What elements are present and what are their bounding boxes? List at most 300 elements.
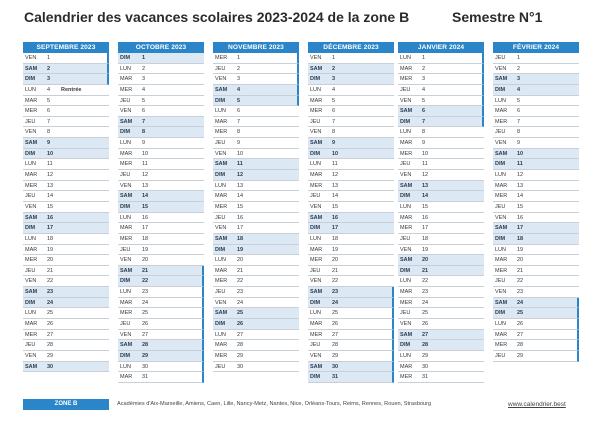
- day-of-week: MAR: [310, 97, 323, 104]
- month-header: JANVIER 2024: [398, 42, 484, 53]
- day-row: [398, 255, 484, 266]
- day-row: [118, 149, 204, 160]
- day-row: [398, 287, 484, 298]
- day-row: [213, 330, 299, 341]
- day-number: 2: [142, 65, 146, 72]
- day-number: 27: [237, 331, 244, 338]
- day-row: [23, 330, 109, 341]
- day-of-week: LUN: [215, 182, 227, 189]
- day-number: 11: [47, 161, 53, 168]
- day-number: 30: [422, 363, 429, 370]
- day-row: [23, 319, 109, 330]
- day-number: 26: [142, 321, 149, 328]
- website-link[interactable]: www.calendrier.best: [508, 401, 566, 408]
- day-of-week: MER: [495, 267, 508, 274]
- day-number: 10: [237, 150, 244, 157]
- day-number: 23: [422, 289, 429, 296]
- day-number: 15: [237, 203, 244, 210]
- day-number: 17: [332, 225, 339, 232]
- day-row: [213, 245, 299, 256]
- day-of-week: MAR: [495, 182, 508, 189]
- day-number: 12: [142, 172, 149, 179]
- day-row: [398, 298, 484, 309]
- day-row: [118, 330, 204, 341]
- month-header: DÉCEMBRE 2023: [308, 42, 394, 53]
- day-number: 6: [237, 108, 241, 115]
- day-number: 28: [142, 342, 149, 349]
- day-row: [493, 308, 579, 319]
- day-number: 9: [237, 140, 241, 147]
- page-title: Calendrier des vacances scolaires 2023-2024 de la zone B: [24, 9, 410, 25]
- day-of-week: DIM: [120, 278, 131, 285]
- day-row: [493, 351, 579, 362]
- day-of-week: SAM: [310, 140, 323, 147]
- day-of-week: MAR: [25, 172, 38, 179]
- day-number: 19: [422, 246, 429, 253]
- day-row: [118, 223, 204, 234]
- day-row: [308, 181, 394, 192]
- day-of-week: MAR: [25, 246, 38, 253]
- day-of-week: JEU: [400, 235, 411, 242]
- day-number: 13: [142, 182, 149, 189]
- day-row: [493, 96, 579, 107]
- day-row: [308, 276, 394, 287]
- day-of-week: JEU: [495, 352, 506, 359]
- day-row: [493, 276, 579, 287]
- day-number: 29: [142, 352, 149, 359]
- day-number: 9: [47, 140, 51, 147]
- day-of-week: JEU: [215, 214, 226, 221]
- day-row: [23, 96, 109, 107]
- day-row: [118, 127, 204, 138]
- day-row: [493, 330, 579, 341]
- day-number: 21: [142, 267, 149, 274]
- day-row: [308, 117, 394, 128]
- day-number: 8: [517, 129, 521, 136]
- month-column: [213, 42, 299, 372]
- day-row: [23, 308, 109, 319]
- day-list: [308, 53, 394, 383]
- day-of-week: SAM: [495, 299, 508, 306]
- day-row: [23, 53, 109, 64]
- day-of-week: DIM: [495, 86, 506, 93]
- day-row: [398, 319, 484, 330]
- day-row: [308, 362, 394, 373]
- day-row: [213, 53, 299, 64]
- day-number: 4: [47, 86, 51, 93]
- day-of-week: JEU: [120, 97, 131, 104]
- day-number: 9: [517, 140, 521, 147]
- day-number: 22: [332, 278, 339, 285]
- day-row: [213, 127, 299, 138]
- day-of-week: VEN: [120, 331, 132, 338]
- day-of-week: SAM: [400, 257, 413, 264]
- day-number: 20: [47, 257, 54, 264]
- day-of-week: VEN: [215, 76, 227, 83]
- day-row: [398, 149, 484, 160]
- day-row: [213, 149, 299, 160]
- day-row: [23, 202, 109, 213]
- day-row: [493, 181, 579, 192]
- day-number: 26: [237, 321, 244, 328]
- day-row: [118, 362, 204, 373]
- day-row: [398, 223, 484, 234]
- day-number: 19: [237, 246, 244, 253]
- day-row: [118, 138, 204, 149]
- month-header: FÉVRIER 2024: [493, 42, 579, 53]
- day-of-week: SAM: [495, 76, 508, 83]
- day-number: 28: [517, 342, 524, 349]
- day-number: 9: [142, 140, 146, 147]
- day-of-week: SAM: [495, 150, 508, 157]
- day-of-week: SAM: [310, 65, 323, 72]
- day-row: [493, 245, 579, 256]
- day-number: 18: [422, 235, 429, 242]
- day-of-week: VEN: [400, 97, 412, 104]
- day-row: [308, 223, 394, 234]
- day-row: [213, 319, 299, 330]
- day-number: 14: [142, 193, 149, 200]
- semester-label: Semestre N°1: [452, 9, 543, 25]
- day-of-week: LUN: [400, 55, 412, 61]
- day-of-week: MAR: [120, 76, 133, 83]
- day-row: [398, 74, 484, 85]
- day-number: 23: [47, 289, 54, 296]
- day-number: 21: [332, 267, 339, 274]
- day-of-week: MAR: [25, 97, 38, 104]
- day-number: 18: [517, 235, 524, 242]
- day-of-week: MAR: [215, 342, 228, 349]
- day-number: 24: [332, 299, 339, 306]
- day-of-week: MER: [215, 352, 228, 359]
- day-of-week: DIM: [25, 150, 36, 157]
- day-number: 5: [237, 97, 241, 104]
- day-row: [23, 74, 109, 85]
- day-of-week: MER: [25, 257, 38, 264]
- day-number: 12: [332, 172, 339, 179]
- day-number: 10: [517, 150, 524, 157]
- day-of-week: LUN: [215, 331, 227, 338]
- day-row: [118, 340, 204, 351]
- day-of-week: VEN: [25, 352, 37, 359]
- day-of-week: MER: [215, 278, 228, 285]
- day-of-week: JEU: [25, 267, 36, 274]
- day-row: [118, 202, 204, 213]
- day-of-week: JEU: [310, 118, 321, 125]
- day-number: 1: [517, 55, 521, 61]
- day-row: [398, 159, 484, 170]
- day-number: 27: [332, 331, 339, 338]
- day-number: 11: [142, 161, 148, 168]
- day-number: 13: [47, 182, 54, 189]
- day-of-week: DIM: [215, 246, 226, 253]
- day-row: [23, 213, 109, 224]
- day-of-week: LUN: [25, 161, 37, 168]
- day-of-week: MAR: [400, 289, 413, 296]
- day-number: 8: [47, 129, 51, 136]
- day-row: [308, 340, 394, 351]
- day-list: [493, 53, 579, 362]
- day-row: [118, 170, 204, 181]
- day-row: [493, 149, 579, 160]
- day-of-week: DIM: [120, 352, 131, 359]
- day-of-week: MAR: [215, 193, 228, 200]
- month-header: SEPTEMBRE 2023: [23, 42, 109, 53]
- day-number: 25: [332, 310, 339, 317]
- day-row: [213, 202, 299, 213]
- day-number: 18: [332, 235, 339, 242]
- day-of-week: SAM: [215, 235, 228, 242]
- day-number: 13: [517, 182, 524, 189]
- day-number: 3: [517, 76, 521, 83]
- day-of-week: JEU: [495, 129, 506, 136]
- day-number: 25: [237, 310, 244, 317]
- day-row: [23, 276, 109, 287]
- day-number: 28: [422, 342, 429, 349]
- day-row: [398, 245, 484, 256]
- day-row: [118, 245, 204, 256]
- day-number: 15: [517, 203, 524, 210]
- day-of-week: SAM: [120, 342, 133, 349]
- day-number: 2: [332, 65, 336, 72]
- day-of-week: JEU: [25, 193, 36, 200]
- day-number: 14: [332, 193, 339, 200]
- day-of-week: SAM: [310, 363, 323, 370]
- day-number: 5: [142, 97, 146, 104]
- day-number: 11: [422, 161, 428, 168]
- day-of-week: VEN: [25, 129, 37, 136]
- day-number: 30: [47, 363, 54, 370]
- day-number: 21: [422, 267, 429, 274]
- day-number: 26: [517, 321, 524, 328]
- day-row: [213, 181, 299, 192]
- day-of-week: MER: [400, 299, 413, 306]
- day-number: 4: [237, 86, 241, 93]
- day-of-week: DIM: [25, 225, 36, 232]
- day-row: [118, 117, 204, 128]
- day-number: 6: [332, 108, 336, 115]
- day-row: [23, 127, 109, 138]
- day-number: 2: [517, 65, 521, 72]
- day-of-week: DIM: [25, 76, 36, 83]
- day-of-week: LUN: [310, 235, 322, 242]
- day-row: [308, 96, 394, 107]
- day-number: 26: [47, 321, 54, 328]
- day-of-week: JEU: [215, 140, 226, 147]
- day-number: 25: [47, 310, 54, 317]
- day-number: 21: [237, 267, 244, 274]
- day-of-week: DIM: [120, 55, 131, 61]
- day-row: [308, 351, 394, 362]
- day-of-week: DIM: [215, 321, 226, 328]
- day-row: [23, 106, 109, 117]
- day-row: [23, 170, 109, 181]
- day-of-week: SAM: [120, 118, 133, 125]
- day-number: 19: [142, 246, 149, 253]
- day-number: 28: [47, 342, 54, 349]
- day-number: 9: [332, 140, 336, 147]
- day-number: 17: [47, 225, 54, 232]
- day-row: [23, 351, 109, 362]
- day-row: [493, 319, 579, 330]
- day-row: [23, 138, 109, 149]
- day-number: 13: [422, 182, 429, 189]
- day-number: 1: [142, 55, 146, 61]
- day-of-week: MER: [215, 129, 228, 136]
- day-of-week: SAM: [215, 161, 228, 168]
- day-number: 6: [517, 108, 521, 115]
- day-of-week: VEN: [400, 172, 412, 179]
- day-row: [118, 266, 204, 277]
- day-number: 12: [517, 172, 524, 179]
- day-row: [308, 266, 394, 277]
- day-number: 1: [422, 55, 426, 61]
- day-number: 11: [517, 161, 523, 168]
- day-of-week: JEU: [215, 363, 226, 370]
- day-number: 4: [422, 86, 426, 93]
- day-row: [118, 96, 204, 107]
- day-row: [308, 149, 394, 160]
- day-of-week: DIM: [215, 97, 226, 104]
- day-number: 31: [332, 374, 339, 381]
- day-of-week: MER: [310, 331, 323, 338]
- day-of-week: MAR: [400, 140, 413, 147]
- day-of-week: LUN: [215, 108, 227, 115]
- day-row: [308, 372, 394, 383]
- day-number: 23: [517, 289, 524, 296]
- day-row: [23, 287, 109, 298]
- day-number: 15: [142, 203, 149, 210]
- day-row: [118, 308, 204, 319]
- day-number: 22: [517, 278, 524, 285]
- day-row: [493, 106, 579, 117]
- day-row: [213, 159, 299, 170]
- day-of-week: DIM: [310, 299, 321, 306]
- day-row: [118, 53, 204, 64]
- day-of-week: DIM: [400, 342, 411, 349]
- day-row: [118, 255, 204, 266]
- day-row: [308, 74, 394, 85]
- day-number: 24: [47, 299, 54, 306]
- day-number: 2: [422, 65, 426, 72]
- day-number: 7: [422, 118, 426, 125]
- day-of-week: LUN: [120, 65, 132, 72]
- day-row: [398, 191, 484, 202]
- day-of-week: MER: [215, 55, 228, 61]
- day-row: [308, 319, 394, 330]
- day-row: [493, 266, 579, 277]
- day-number: 4: [332, 86, 336, 93]
- day-of-week: SAM: [25, 65, 38, 72]
- day-number: 22: [422, 278, 429, 285]
- day-number: 12: [422, 172, 429, 179]
- day-number: 7: [47, 118, 51, 125]
- day-row: [308, 202, 394, 213]
- day-of-week: MAR: [25, 321, 38, 328]
- day-of-week: LUN: [120, 140, 132, 147]
- day-row: [398, 170, 484, 181]
- day-row: [213, 340, 299, 351]
- day-row: [213, 138, 299, 149]
- day-row: [118, 213, 204, 224]
- day-row: [213, 266, 299, 277]
- day-of-week: JEU: [495, 203, 506, 210]
- day-of-week: VEN: [310, 203, 322, 210]
- day-row: [308, 106, 394, 117]
- month-column: [23, 42, 109, 372]
- day-number: 14: [237, 193, 244, 200]
- day-of-week: VEN: [25, 55, 37, 61]
- day-number: 3: [422, 76, 426, 83]
- day-number: 31: [142, 374, 149, 381]
- day-number: 7: [142, 118, 146, 125]
- day-row: [213, 213, 299, 224]
- day-of-week: MAR: [310, 321, 323, 328]
- day-number: 16: [237, 214, 244, 221]
- day-number: 13: [237, 182, 244, 189]
- day-number: 27: [142, 331, 149, 338]
- day-row: [23, 362, 109, 373]
- day-row: [23, 234, 109, 245]
- day-number: 21: [47, 267, 54, 274]
- month-column: [118, 42, 204, 383]
- day-of-week: LUN: [400, 352, 412, 359]
- day-row: [398, 330, 484, 341]
- day-row: [493, 255, 579, 266]
- day-number: 16: [422, 214, 429, 221]
- day-of-week: MAR: [215, 118, 228, 125]
- day-of-week: LUN: [215, 257, 227, 264]
- day-number: 8: [422, 129, 426, 136]
- day-of-week: SAM: [310, 289, 323, 296]
- day-of-week: VEN: [25, 203, 37, 210]
- day-row: [23, 223, 109, 234]
- day-number: 3: [47, 76, 51, 83]
- day-number: 23: [237, 289, 244, 296]
- day-of-week: MER: [310, 257, 323, 264]
- day-of-week: JEU: [310, 193, 321, 200]
- day-of-week: DIM: [310, 225, 321, 232]
- day-list: [23, 53, 109, 372]
- day-of-week: LUN: [495, 97, 507, 104]
- day-of-week: JEU: [120, 172, 131, 179]
- day-number: 24: [237, 299, 244, 306]
- day-row: [493, 340, 579, 351]
- day-number: 15: [422, 203, 429, 210]
- day-of-week: MER: [400, 76, 413, 83]
- day-of-week: MER: [25, 182, 38, 189]
- day-of-week: SAM: [495, 225, 508, 232]
- day-number: 20: [332, 257, 339, 264]
- day-of-week: MER: [400, 374, 413, 381]
- day-number: 15: [47, 203, 54, 210]
- day-row: [308, 138, 394, 149]
- day-number: 22: [237, 278, 244, 285]
- day-row: [118, 85, 204, 96]
- day-number: 16: [142, 214, 149, 221]
- day-of-week: VEN: [310, 55, 322, 61]
- day-number: 7: [332, 118, 336, 125]
- day-number: 4: [142, 86, 146, 93]
- day-number: 9: [422, 140, 426, 147]
- day-of-week: VEN: [310, 278, 322, 285]
- day-note: Rentrée: [61, 86, 82, 93]
- day-number: 18: [142, 235, 149, 242]
- day-row: [493, 85, 579, 96]
- day-of-week: JEU: [310, 342, 321, 349]
- month-column: [398, 42, 484, 383]
- day-row: [213, 191, 299, 202]
